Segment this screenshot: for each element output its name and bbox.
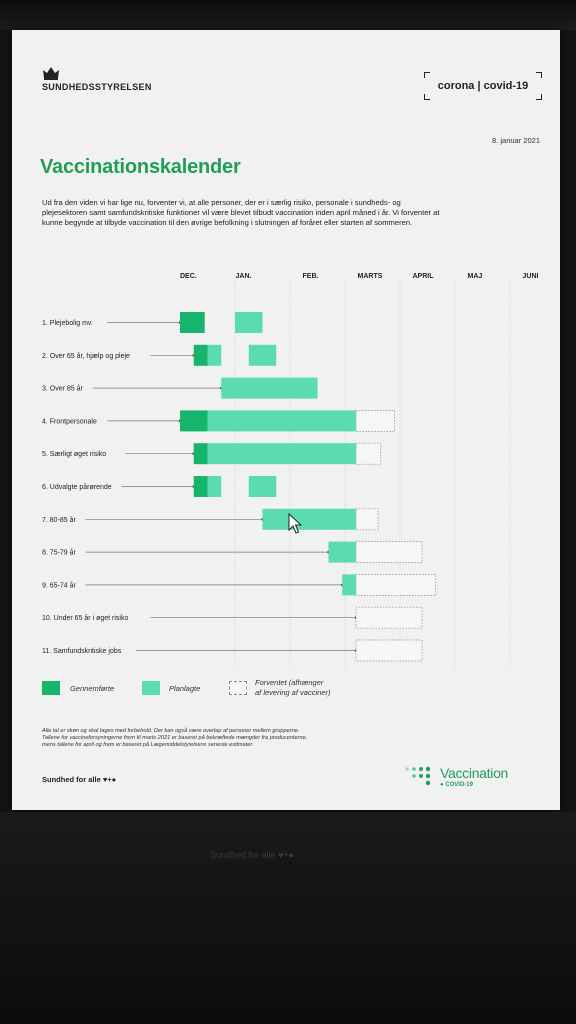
legend-swatch-planned xyxy=(142,681,160,695)
vaccination-calendar-document xyxy=(12,30,560,810)
row-label: 5. Særligt øget risiko xyxy=(42,451,107,459)
bar-planned xyxy=(263,509,357,530)
monitor-bottom-bezel xyxy=(0,812,576,1024)
row-label: 7. 80-85 år xyxy=(42,516,76,524)
bar-done xyxy=(180,410,208,431)
bar-planned xyxy=(208,410,357,431)
footnote-line: mens tallene for april og frem er baseret på Lægemiddelstyrelsens seneste estimater. xyxy=(42,742,254,748)
document-date: 8. januar 2021 xyxy=(492,136,540,145)
chart-legend xyxy=(42,678,552,708)
footnote-line: Alle tal er skøn og skal tages med forbehold. Der kan også være overlap af personer mellem grupperne. xyxy=(42,728,300,734)
page-title: Vaccinationskalender xyxy=(40,156,241,178)
legend-label-expected-line1: Forventet (afhænger xyxy=(255,678,324,687)
corona-covid-badge xyxy=(424,72,542,100)
bar-expected xyxy=(356,410,395,431)
month-tick-label: DEC. xyxy=(180,273,197,280)
bar-expected xyxy=(356,509,378,530)
month-tick-label: MARTS xyxy=(357,273,383,280)
bar-expected xyxy=(356,574,436,595)
bar-planned xyxy=(235,312,263,333)
row-label: 10. Under 65 år i øget risiko xyxy=(42,615,129,623)
monitor-top-bezel xyxy=(0,0,576,30)
bar-planned xyxy=(208,443,357,464)
row-label: 11. Samfundskritiske jobs xyxy=(42,648,122,655)
row-label: 9. 65-74 år xyxy=(42,582,76,590)
bar-expected xyxy=(356,542,422,563)
month-tick-label: JUNI xyxy=(522,273,539,280)
bar-expected xyxy=(356,443,381,464)
bar-planned xyxy=(249,476,277,497)
month-tick-label: JAN. xyxy=(235,273,252,280)
month-tick-label: APRIL xyxy=(412,273,434,280)
vaccination-dots-icon xyxy=(404,765,436,789)
bar-done xyxy=(194,345,208,366)
legend-label-planned: Planlagte xyxy=(169,684,201,693)
bar-done xyxy=(194,476,208,497)
row-label: 2. Over 65 år, hjælp og pleje xyxy=(42,352,130,360)
corona-covid-text: corona | covid-19 xyxy=(437,80,529,92)
footnotes xyxy=(42,728,402,749)
row-label: 8. 75-79 år xyxy=(42,549,76,557)
bar-planned xyxy=(208,345,222,366)
month-tick-label: FEB. xyxy=(302,273,319,280)
organization-name: SUNDHEDSSTYRELSEN xyxy=(42,82,152,92)
row-label: 4. Frontpersonale xyxy=(42,418,97,426)
legend-swatch-expected xyxy=(229,681,247,695)
row-label: 3. Over 85 år xyxy=(42,385,83,393)
bar-planned xyxy=(221,378,317,399)
bar-planned xyxy=(329,542,357,563)
crown-icon xyxy=(42,66,60,80)
row-label: 6. Udvalgte pårørende xyxy=(42,484,112,491)
intro-paragraph: Ud fra den viden vi har lige nu, forventer vi, at alle personer, der er i særlig risiko, personale i sundheds- og plejesektoren samt samfundskritiske funktioner vil være blevet tilbudt vaccination inden april måned i år. Vi forventer at kunne begynde at tilbyde vaccination til den øvrige befolkning i slutningen af foråret eller starten af sommeren. xyxy=(42,198,440,228)
vaccination-logo-subtitle: ● COVID-19 xyxy=(440,782,473,788)
row-label: 1. Plejebolig mv. xyxy=(42,320,93,327)
bar-expected xyxy=(356,607,422,628)
legend-label-expected-line2: af levering af vacciner) xyxy=(255,688,331,697)
vaccination-logo-title: Vaccination xyxy=(440,765,509,781)
footnote-line: Tallene for vaccineforsyningerne frem til marts 2021 er baseret på bekræftede mængder fra producenterne, xyxy=(42,735,308,741)
legend-label-done: Gennemførte xyxy=(70,684,115,693)
mouse-pointer-icon xyxy=(288,513,302,535)
bar-done xyxy=(194,443,208,464)
month-tick-label: MAJ xyxy=(467,273,483,280)
bar-expected xyxy=(356,640,422,661)
legend-swatch-done xyxy=(42,681,60,695)
bar-done xyxy=(180,312,205,333)
footer-slogan: Sundhed for alle ♥+● xyxy=(42,775,117,784)
screen-reflection-text: Sundhed for alle ♥+● xyxy=(210,850,295,860)
bar-planned xyxy=(208,476,222,497)
bar-planned xyxy=(342,574,356,595)
vaccination-gantt-chart xyxy=(12,252,560,672)
legend-label-expected xyxy=(255,678,375,698)
bar-planned xyxy=(249,345,277,366)
